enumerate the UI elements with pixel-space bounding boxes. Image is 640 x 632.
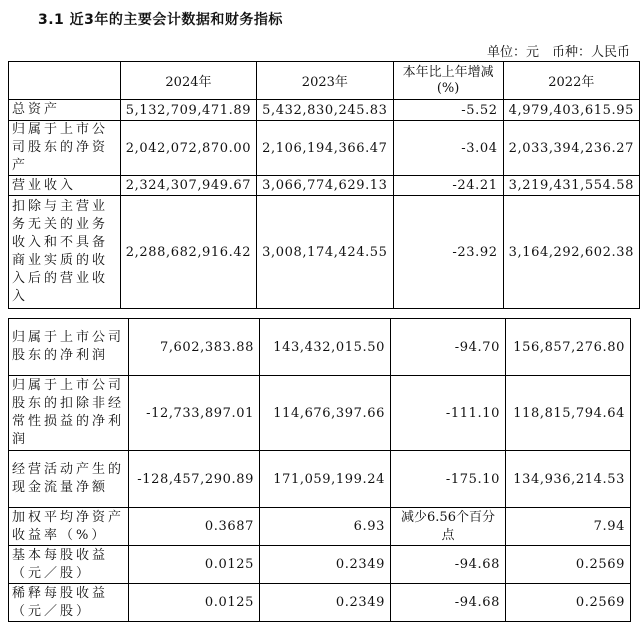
value-change: -94.68 — [391, 546, 506, 584]
header-item — [9, 62, 121, 100]
row-label: 经营活动产生的现金流量净额 — [9, 451, 129, 508]
value-2024: -12,733,897.01 — [129, 376, 260, 451]
value-change: -94.70 — [391, 319, 506, 376]
table-row — [9, 176, 640, 196]
value-2022: 0.2569 — [506, 546, 631, 584]
value-2023: 0.2349 — [260, 584, 391, 622]
value-change: -24.21 — [393, 176, 503, 196]
value-change: 减少6.56个百分点 — [391, 508, 506, 546]
table-row — [9, 319, 631, 376]
value-2023: 171,059,199.24 — [260, 451, 391, 508]
value-change: -5.52 — [393, 100, 503, 121]
value-2023: 0.2349 — [260, 546, 391, 584]
value-2023: 6.93 — [260, 508, 391, 546]
table-row — [9, 508, 631, 546]
value-change: -3.04 — [393, 121, 503, 176]
value-2024: 2,288,682,916.42 — [120, 196, 256, 309]
table-row — [9, 546, 631, 584]
header-year-2024: 2024年 — [120, 62, 256, 100]
value-2023: 114,676,397.66 — [260, 376, 391, 451]
value-2022: 118,815,794.64 — [506, 376, 631, 451]
value-2022: 0.2569 — [506, 584, 631, 622]
table-header-row — [9, 62, 640, 100]
row-label: 营业收入 — [9, 176, 121, 196]
value-2023: 2,106,194,366.47 — [257, 121, 393, 176]
value-change: -111.10 — [391, 376, 506, 451]
header-year-2023: 2023年 — [257, 62, 393, 100]
value-2024: 0.0125 — [129, 546, 260, 584]
value-2022: 7.94 — [506, 508, 631, 546]
value-2024: 0.3687 — [129, 508, 260, 546]
row-label: 加权平均净资产收益率（%） — [9, 508, 129, 546]
section-heading: 3.1 近3年的主要会计数据和财务指标 — [38, 12, 283, 28]
value-2024: 5,132,709,471.89 — [120, 100, 256, 121]
row-label: 归属于上市公司股东的扣除非经常性损益的净利润 — [9, 376, 129, 451]
row-label: 扣除与主营业务无关的业务收入和不具备商业实质的收入后的营业收入 — [9, 196, 121, 309]
value-2022: 3,164,292,602.38 — [503, 196, 639, 309]
table-row — [9, 121, 640, 176]
table-row — [9, 376, 631, 451]
row-label: 归属于上市公司股东的净资产 — [9, 121, 121, 176]
table-row — [9, 196, 640, 309]
value-change: -175.10 — [391, 451, 506, 508]
value-2023: 5,432,830,245.83 — [257, 100, 393, 121]
value-2024: 2,042,072,870.00 — [120, 121, 256, 176]
value-change: -23.92 — [393, 196, 503, 309]
value-2023: 3,066,774,629.13 — [257, 176, 393, 196]
value-2024: 2,324,307,949.67 — [120, 176, 256, 196]
table-row — [9, 584, 631, 622]
row-label: 总资产 — [9, 100, 121, 121]
value-2024: 0.0125 — [129, 584, 260, 622]
value-2022: 156,857,276.80 — [506, 319, 631, 376]
value-2024: -128,457,290.89 — [129, 451, 260, 508]
row-label: 归属于上市公司股东的净利润 — [9, 319, 129, 376]
value-2022: 2,033,394,236.27 — [503, 121, 639, 176]
header-change-pct: 本年比上年增减(%) — [393, 62, 503, 100]
row-label: 稀释每股收益（元／股） — [9, 584, 129, 622]
table-row — [9, 100, 640, 121]
table-row — [9, 451, 631, 508]
value-2024: 7,602,383.88 — [129, 319, 260, 376]
value-change: -94.68 — [391, 584, 506, 622]
unit-currency-note: 单位：元 币种：人民币 — [486, 45, 630, 60]
value-2022: 4,979,403,615.95 — [503, 100, 639, 121]
value-2023: 3,008,174,424.55 — [257, 196, 393, 309]
value-2022: 134,936,214.53 — [506, 451, 631, 508]
value-2022: 3,219,431,554.58 — [503, 176, 639, 196]
financial-table-bottom — [8, 318, 631, 622]
financial-table-top — [8, 61, 640, 309]
row-label: 基本每股收益（元／股） — [9, 546, 129, 584]
header-year-2022: 2022年 — [503, 62, 639, 100]
value-2023: 143,432,015.50 — [260, 319, 391, 376]
